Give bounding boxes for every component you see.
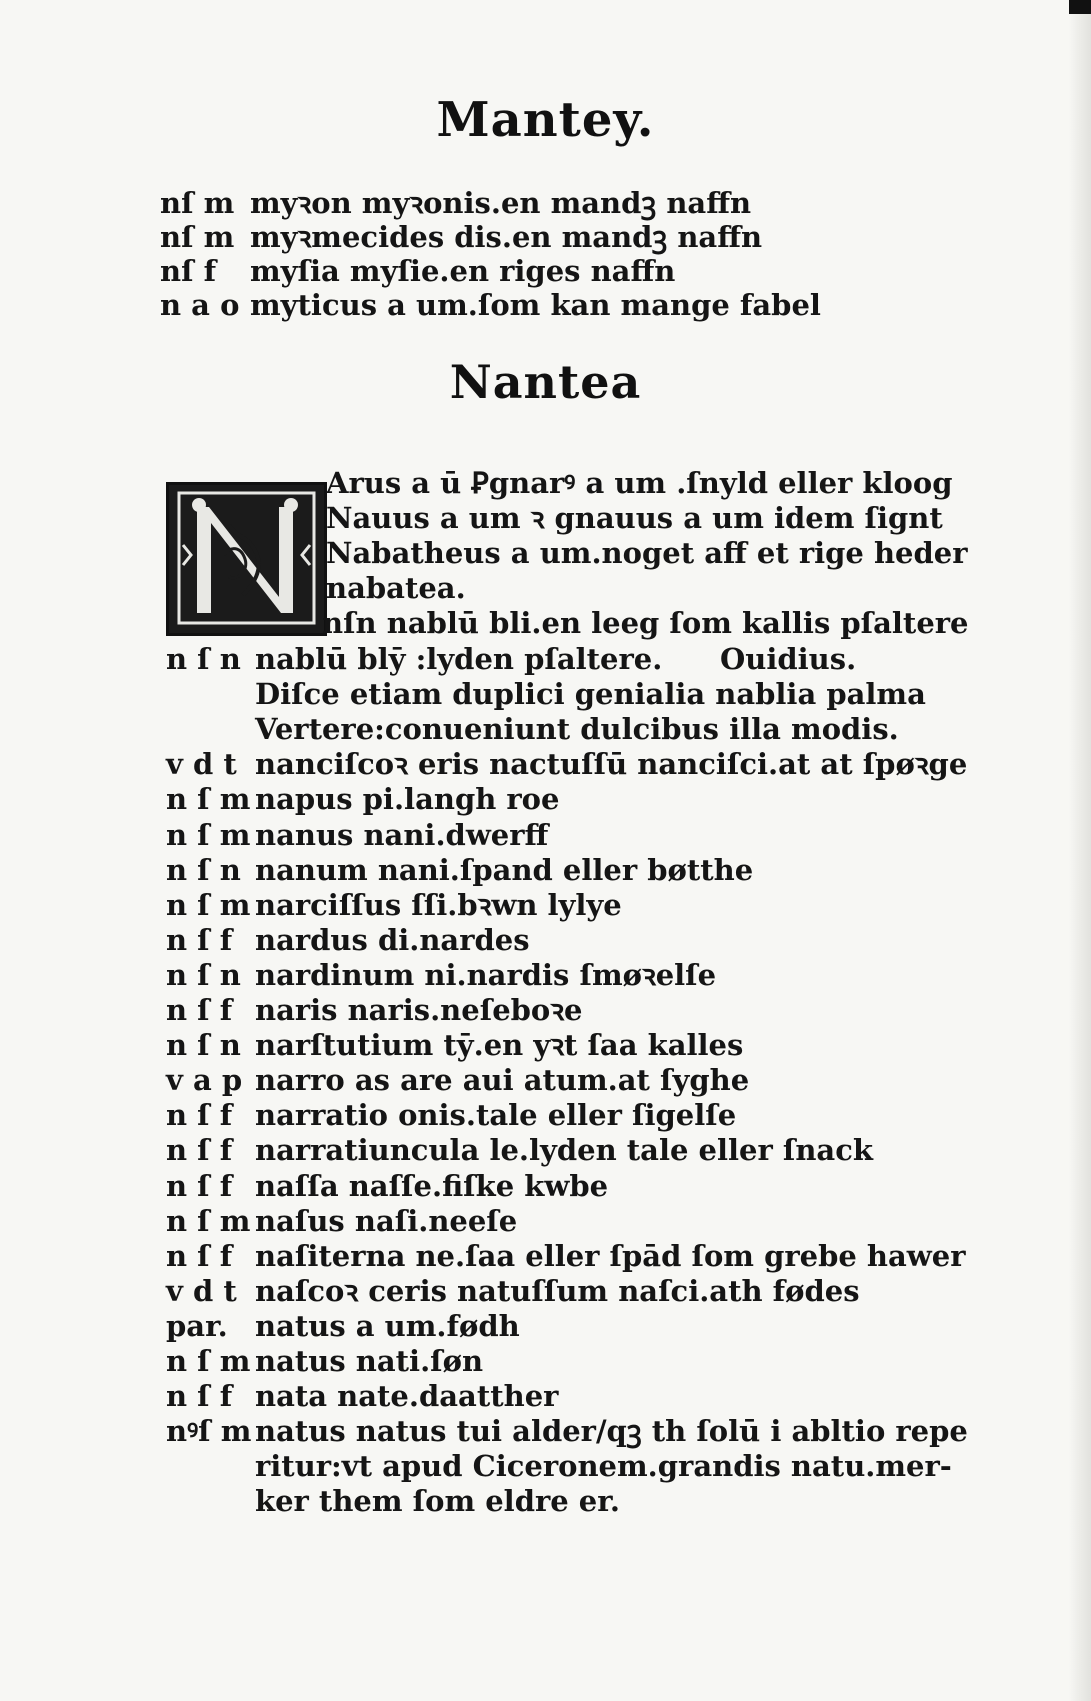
- decorated-initial-n: [166, 482, 327, 636]
- entry-text: myꝛon myꝛonis.en mandꝫ naffn: [250, 186, 752, 220]
- entry-code: n ſ m: [166, 818, 251, 852]
- scan-corner-mark: [1069, 0, 1091, 14]
- entry-code: v d t: [166, 747, 237, 781]
- entry-code: nꝰſ m: [166, 1414, 252, 1448]
- entry-code: v d t: [166, 1274, 237, 1308]
- entry-code: n ſ f: [166, 993, 233, 1027]
- entry-text: natus a um.fødh: [255, 1309, 520, 1343]
- intro-line: nſn nablū bli.en leeg ſom kallis pſaltere: [322, 606, 969, 640]
- section-heading-2: Nantea: [449, 355, 642, 409]
- entry-code: n ſ n: [166, 958, 241, 992]
- entry-text: narratio onis.tale eller ſigelſe: [255, 1098, 737, 1132]
- intro-line: Arus a ū Ꝑgnarꝰ a um .ſnyld eller kloog: [326, 466, 953, 500]
- entry-text: nardinum ni.nardis ſmøꝛelſe: [255, 958, 717, 992]
- entry-text: naris naris.neſeboꝛe: [255, 993, 583, 1027]
- intro-line: nabatea.: [326, 571, 466, 605]
- entry-code: nſ m: [160, 220, 235, 254]
- entry-code: n ſ f: [166, 1169, 233, 1203]
- entry-code: nſ f: [160, 254, 217, 288]
- page-edge: [1069, 0, 1091, 1701]
- entry-text: nablū blȳ :lyden pſaltere.: [255, 642, 663, 676]
- entry-text: naſſa naſſe.fiſke kwbe: [255, 1169, 609, 1203]
- intro-line: Nauus a um ꝛ gnauus a um idem ſignt: [326, 501, 943, 535]
- entry-code: n ſ f: [166, 1239, 233, 1273]
- entry-text: Vertere:conueniunt dulcibus illa modis.: [255, 712, 899, 746]
- entry-code: n ſ f: [166, 1379, 233, 1413]
- entry-code: n ſ m: [166, 782, 251, 816]
- entry-code: n a o: [160, 288, 240, 322]
- entry-text: narratiuncula le.lyden tale eller ſnack: [255, 1133, 873, 1167]
- intro-line: Nabatheus a um.noget aff et rige heder: [326, 536, 968, 570]
- entry-text: narciſſus ſſi.bꝛwn lylye: [255, 888, 622, 922]
- entry-text: narſtutium tȳ.en yꝛt ſaa kalles: [255, 1028, 744, 1062]
- entry-text: nata nate.daatther: [255, 1379, 559, 1413]
- entry-text: napus pi.langh roe: [255, 782, 560, 816]
- entry-text: naſus naſi.neeſe: [255, 1204, 518, 1238]
- entry-code: n ſ m: [166, 888, 251, 922]
- initial-ornament-icon: [169, 485, 324, 633]
- entry-text: Diſce etiam duplici genialia nablia palma: [255, 677, 926, 711]
- section-heading-1: Mantey.: [436, 92, 655, 148]
- entry-code: n ſ f: [166, 923, 233, 957]
- entry-text: myſia myſie.en riges naffn: [250, 254, 676, 288]
- entry-code: n ſ m: [166, 1344, 251, 1378]
- entry-text: nanciſcoꝛ eris nactuſſū nanciſci.at at ſpøꝛge: [255, 747, 968, 781]
- entry-attribution: Ouidius.: [720, 642, 857, 676]
- entry-code: par.: [166, 1309, 228, 1343]
- entry-code: n ſ m: [166, 1204, 251, 1238]
- entry-text: natus natus tui alder/qꝫ th ſolū i abltio repe: [255, 1414, 968, 1448]
- entry-text: naſcoꝛ ceris natuſſum naſci.ath fødes: [255, 1274, 860, 1308]
- entry-code: n ſ n: [166, 1028, 241, 1062]
- entry-code: v a p: [166, 1063, 243, 1097]
- entry-code: n ſ f: [166, 1098, 233, 1132]
- entry-code: n ſ n: [166, 642, 241, 676]
- entry-text: nanus nani.dwerff: [255, 818, 549, 852]
- entry-text: ritur:vt apud Ciceronem.grandis natu.mer-: [255, 1449, 952, 1483]
- entry-code: nſ m: [160, 186, 235, 220]
- entry-text: nardus di.nardes: [255, 923, 530, 957]
- entry-code: n ſ n: [166, 853, 241, 887]
- entry-text: narro as are aui atum.at ſyghe: [255, 1063, 750, 1097]
- entry-text: naſiterna ne.ſaa eller ſpād ſom grebe hawer: [255, 1239, 966, 1273]
- entry-text: myꝛmecides dis.en mandꝫ naffn: [250, 220, 763, 254]
- entry-text: ker them ſom eldre er.: [255, 1484, 620, 1518]
- entry-text: myticus a um.ſom kan mange fabel: [250, 288, 821, 322]
- entry-code: n ſ f: [166, 1133, 233, 1167]
- entry-text: natus nati.ſøn: [255, 1344, 484, 1378]
- entry-text: nanum nani.ſpand eller bøtthe: [255, 853, 754, 887]
